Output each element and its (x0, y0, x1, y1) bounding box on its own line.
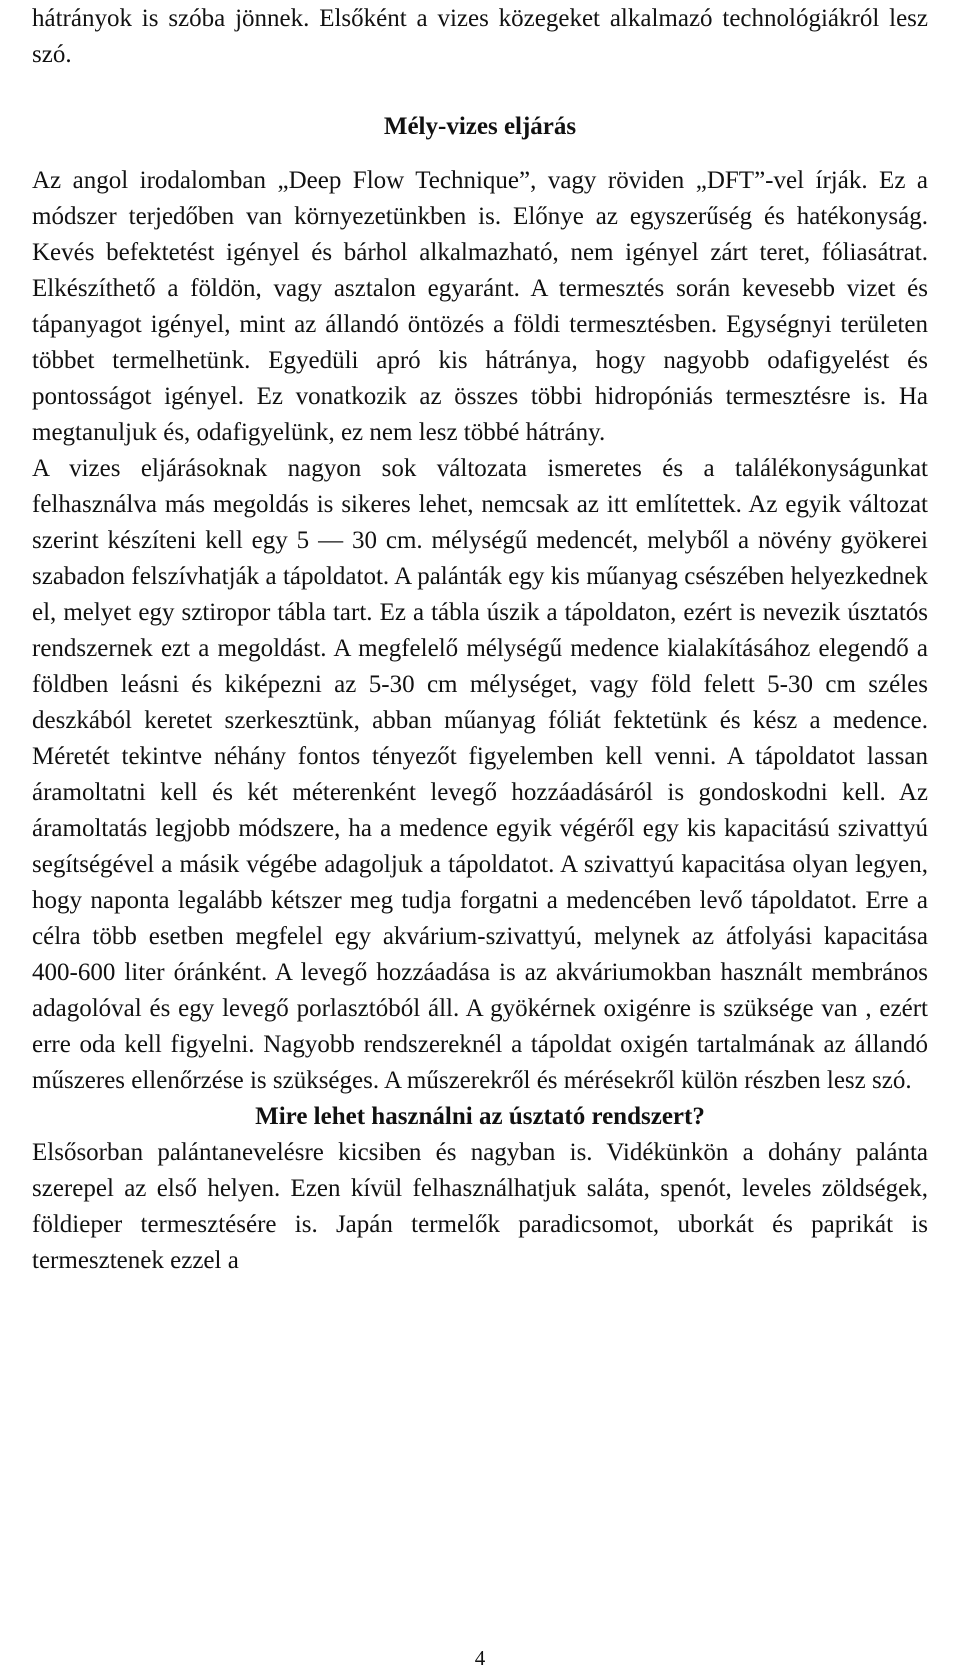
floating-system-uses-paragraph: Elsősorban palántanevelésre kicsiben és nagyban is. Vidékünkön a dohány palánta szerepel az első helyen. Ezen kívül felhasználhatjuk saláta, spenót, leveles zöldségek, földieper termesztésére is. Japán termelők paradicsomot, uborkát és paprikát is termesztenek ezzel a (32, 1139, 928, 1274)
document-body (32, 1, 928, 1279)
water-methods-paragraph: A vizes eljárásoknak nagyon sok változata ismeretes és a találékonyságunkat felhasználva más megoldás is sikeres lehet, nemcsak az itt említettek. Az egyik változat szerint készíteni kell egy 5 — 30 cm. mélységű medencét, melyből a növény gyökerei szabadon felszívhatják a tápoldatot. A palánták egy kis műanyag csészében helyezkednek el, melyet egy sztiropor tábla tart. Ez a tábla úszik a tápoldaton, ezért is nevezik úsztatós rendszernek ezt a megoldást. A megfelelő mélységű medence kialakításához elegendő a földben leásni és kiképezni az 5-30 cm mélységet, vagy föld felett 5-30 cm széles deszkából keretet szerkesztünk, abban műanyag fóliát fektetünk és kész a medence. Méretét tekintve néhány fontos tényezőt figyelemben kell venni. A tápoldatot lassan áramoltatni kell és két méterenként levegő hozzáadásáról is gondoskodni kell. Az áramoltatás legjobb módszere, ha a medence egyik végéről egy kis kapacitású szivattyú segítségével a másik végébe adagoljuk a tápoldatot. A szivattyú kapacitása olyan legyen, hogy naponta legalább kétszer meg tudja forgatni a medencében levő tápoldatot. Erre a célra több esetben megfelel egy akvárium-szivattyú, melynek az átfolyási kapacitása 400-600 liter óránként. A levegő hozzáadása is az akváriumokban használt membrános adagolóval és egy levegő porlasztóból áll. A gyökérnek oxigénre is szüksége van , ezért erre oda kell figyelni. Nagyobb rendszereknél a tápoldat oxigén tartalmának az állandó műszeres ellenőrzése is szükséges. A műszerekről és mérésekről külön részben lesz szó. (32, 455, 928, 1094)
page-number: 4 (474, 1646, 486, 1670)
section-heading-deep-flow: Mély-vizes eljárás (383, 113, 577, 140)
deep-flow-paragraph: Az angol irodalomban „Deep Flow Technique”, vagy röviden „DFT”-vel írják. Ez a módszer terjedőben van környezetünkben is. Előnye az egyszerűség és hatékonyság. Kevés befektetést igényel és bárhol alkalmazható, nem igényel zárt teret, fóliasátrat. Elkészíthető a földön, vagy asztalon egyaránt. A termesztés során kevesebb vizet és tápanyagot igényel, mint az állandó öntözés a földi termesztésben. Egységnyi területen többet termelhetünk. Egyedüli apró kis hátránya, hogy nagyobb odafigyelést és pontosságot igényel. Ez vonatkozik az összes többi hidropóniás termesztésre is. Ha megtanuljuk és, odafigyelünk, ez nem lesz többé hátrány. (32, 167, 928, 446)
section-heading-floating-system-uses: Mire lehet használni az úsztató rendszert? (255, 1103, 705, 1130)
intro-paragraph: hátrányok is szóba jönnek. Elsőként a vizes közegeket alkalmazó technológiákról lesz szó. (32, 5, 928, 68)
